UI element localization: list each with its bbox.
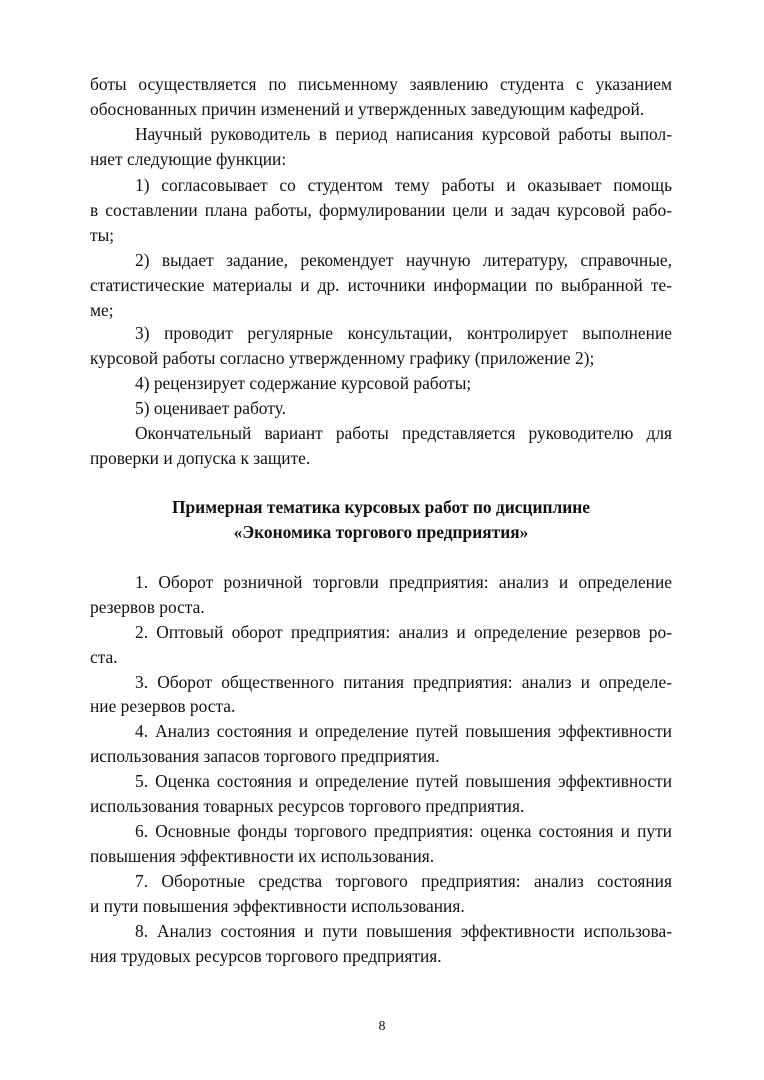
function-item-line: 2) выдает задание, рекомендует научную литературу, справочные, [135, 250, 672, 270]
topic-item-line: использования запасов торгового предприятия. [90, 746, 440, 766]
topic-item-line: ние резервов роста. [90, 696, 236, 716]
paragraph-line: Научный руководитель в период написания курсовой работы выпол- [135, 124, 672, 144]
function-item-line: ты; [90, 225, 115, 245]
paragraph-line: няет следующие функции: [90, 149, 287, 169]
topic-item-line: 3. Оборот общественного питания предприятия: анализ и определе- [135, 672, 672, 692]
paragraph-line: обоснованных причин изменений и утвержденных заведующим кафедрой. [90, 99, 645, 119]
topic-item-line: резервов роста. [90, 597, 205, 617]
topic-item-line: 7. Оборотные средства торгового предприятия: анализ состояния [135, 871, 672, 891]
section-subtitle: «Экономика торгового предприятия» [233, 522, 529, 542]
topic-item-line: повышения эффективности их использования. [90, 846, 435, 866]
topic-item-line: ста. [90, 647, 118, 667]
function-item-line: 3) проводит регулярные консультации, контролирует выполнение [135, 323, 672, 343]
topic-item-line: 1. Оборот розничной торговли предприятия: анализ и определение [135, 572, 672, 592]
function-item-line: в составлении плана работы, формулировании цели и задач курсовой рабо- [90, 200, 672, 220]
topic-item-line: ния трудовых ресурсов торгового предприятия. [90, 946, 442, 966]
topic-item-line: 6. Основные фонды торгового предприятия: оценка состояния и пути [135, 821, 672, 841]
topic-item-line: 2. Оптовый оборот предприятия: анализ и определение резервов ро- [135, 622, 672, 642]
topic-item-line: использования товарных ресурсов торгового предприятия. [90, 796, 525, 816]
topic-item-line: 5. Оценка состояния и определение путей повышения эффективности [135, 771, 672, 791]
topic-item-line: 4. Анализ состояния и определение путей повышения эффективности [135, 721, 672, 741]
function-item-line: 4) рецензирует содержание курсовой работы; [135, 373, 472, 393]
page-number: 8 [378, 1019, 386, 1034]
section-title: Примерная тематика курсовых работ по дисциплине [171, 497, 591, 517]
function-item-line: ме; [90, 300, 114, 320]
function-item-line: 5) оценивает работу. [135, 398, 286, 418]
paragraph-line: боты осуществляется по письменному заявлению студента с указанием [90, 74, 672, 94]
function-item-line: 1) согласовывает со студентом тему работы и оказывает помощь [135, 175, 672, 195]
paragraph-line: Окончательный вариант работы представляется руководителю для [135, 423, 672, 443]
paragraph-line: проверки и допуска к защите. [90, 448, 311, 468]
topic-item-line: и пути повышения эффективности использования. [90, 896, 465, 916]
topic-item-line: 8. Анализ состояния и пути повышения эффективности использова- [135, 921, 672, 941]
function-item-line: статистические материалы и др. источники информации по выбранной те- [90, 275, 672, 295]
function-item-line: курсовой работы согласно утвержденному графику (приложение 2); [90, 348, 595, 368]
